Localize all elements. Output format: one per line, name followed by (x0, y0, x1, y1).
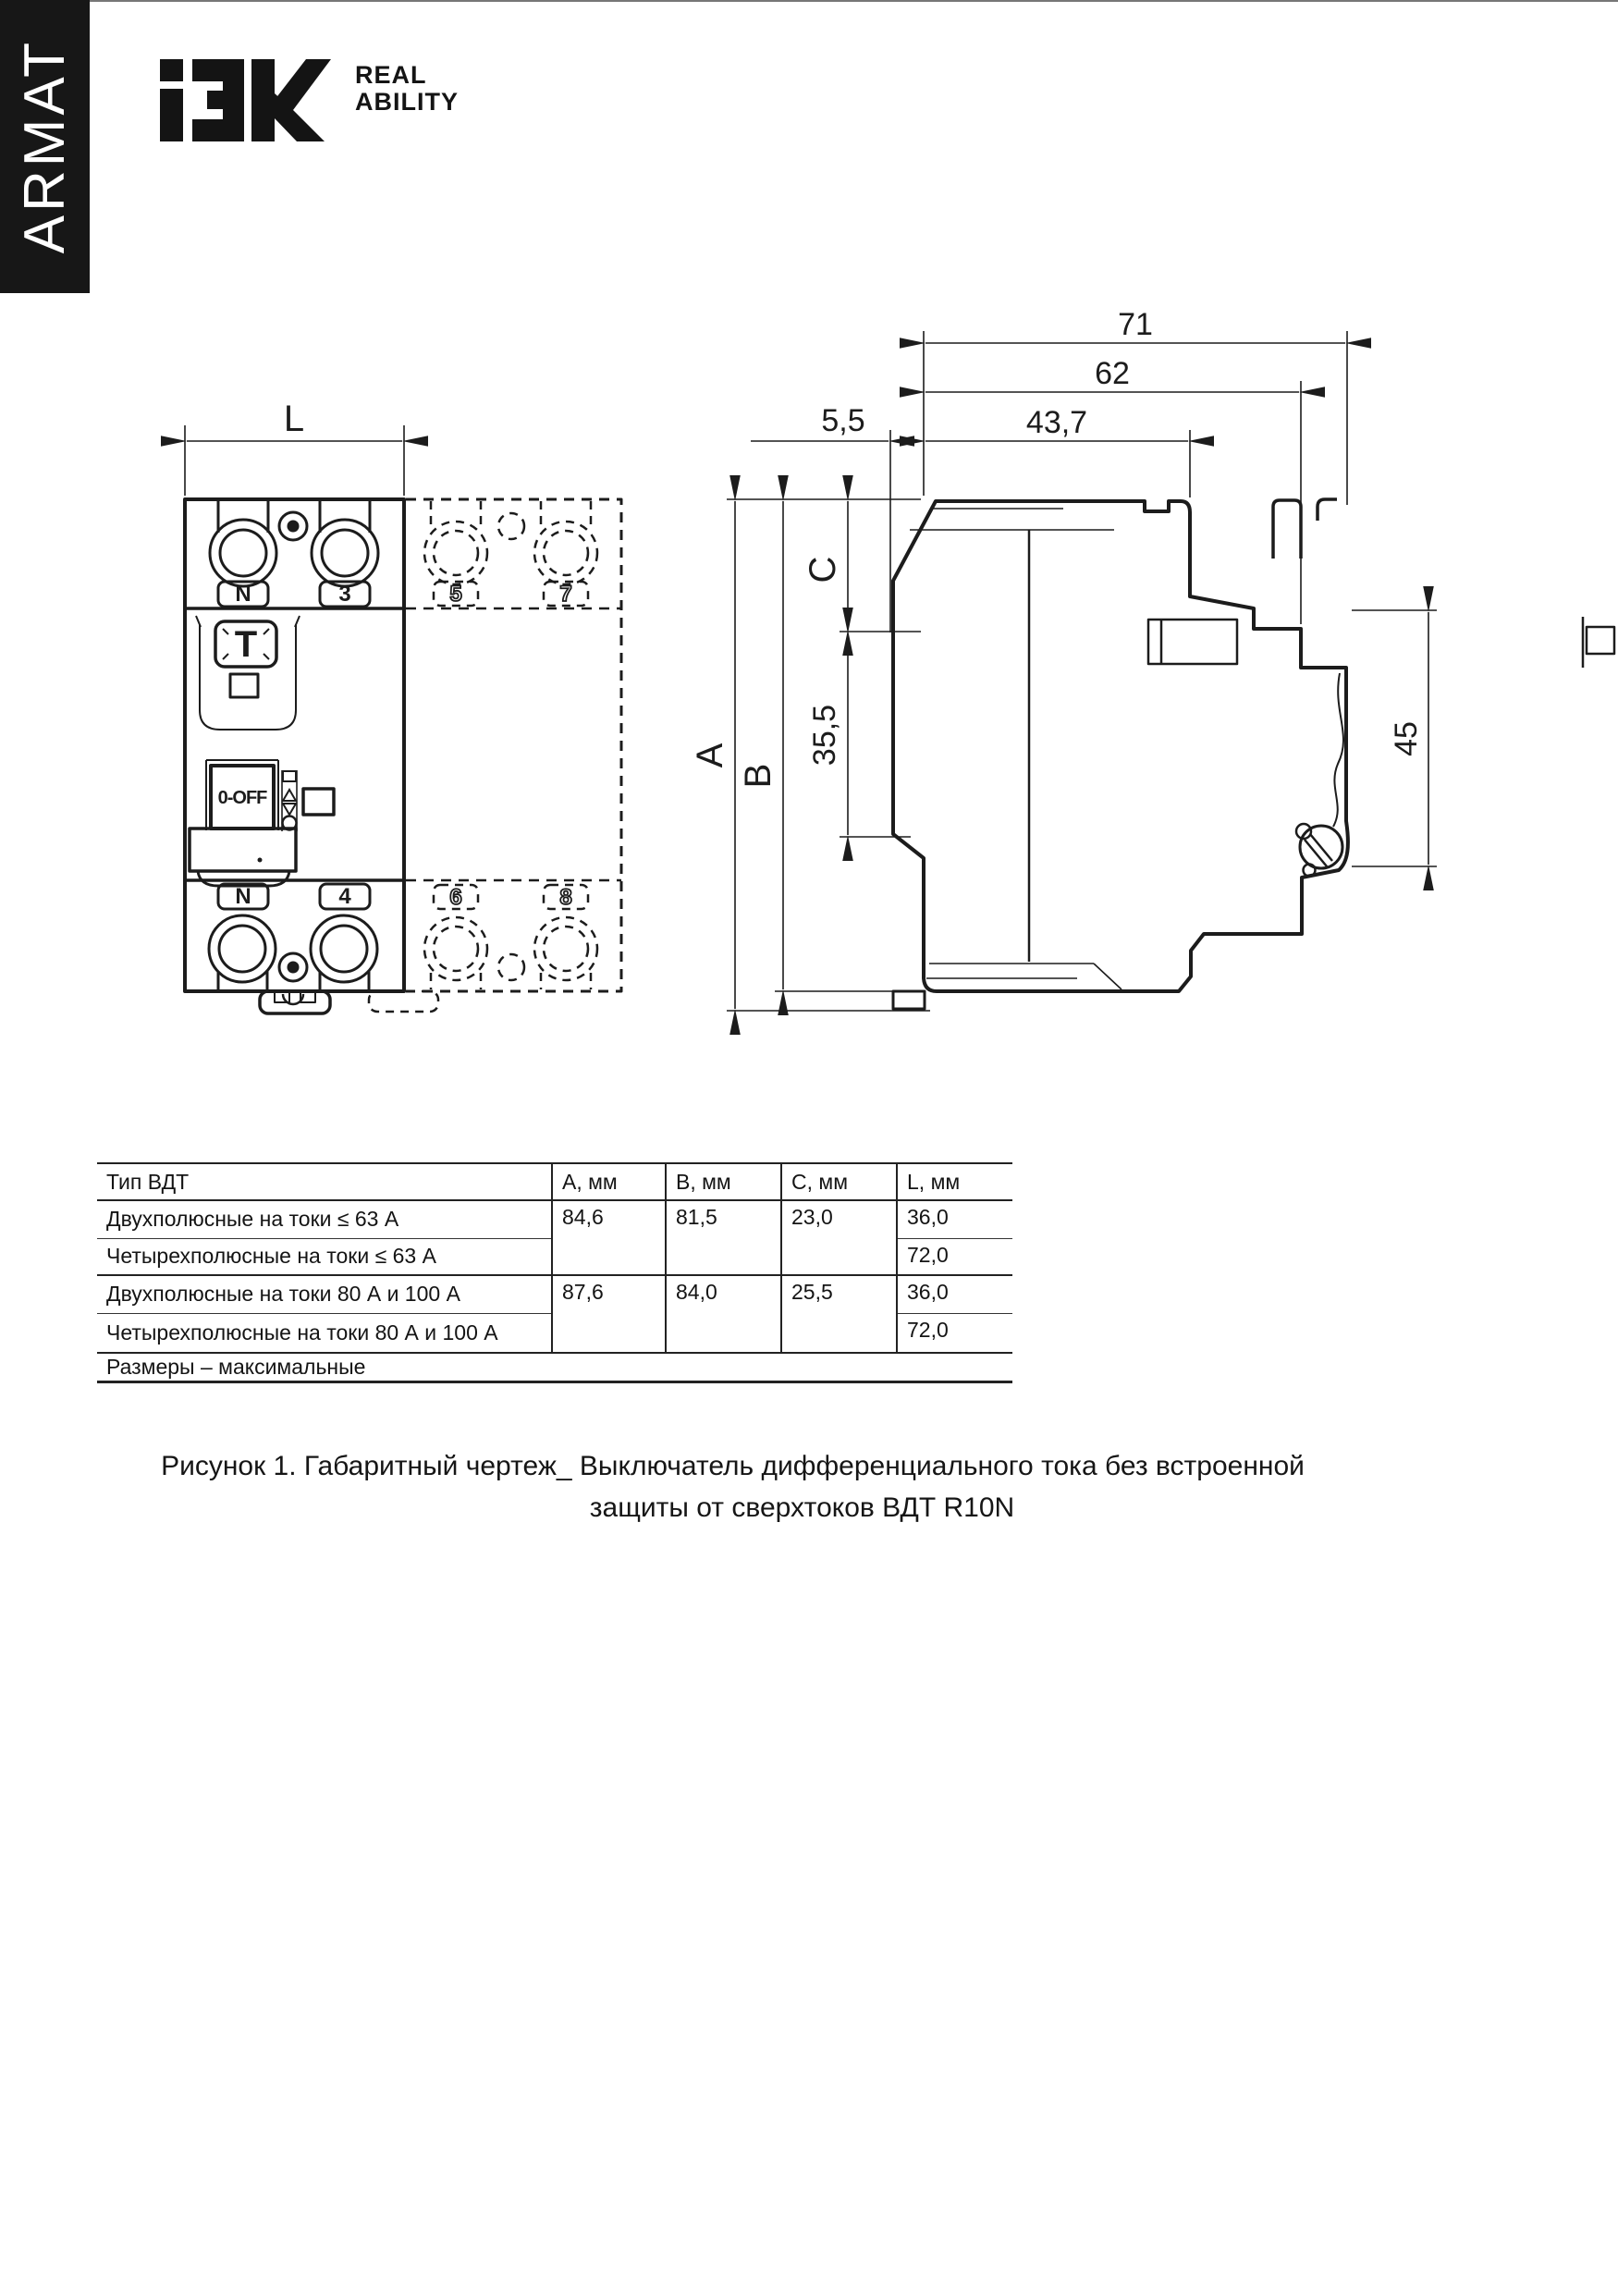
switch-indicator (282, 770, 297, 831)
dim-label-62: 62 (1095, 356, 1130, 391)
iek-i-dot (160, 59, 183, 81)
value-c: 23,0 (781, 1200, 897, 1275)
front-bottom-tab (260, 991, 330, 1013)
caption-line-2: защиты от сверхтоков ВДТ R10N (589, 1492, 1015, 1523)
table-footnote-row (97, 1353, 1012, 1381)
table-header-c: C, мм (781, 1163, 897, 1200)
table-footnote: Размеры – максимальные (97, 1353, 1012, 1381)
row-type: Четырехполюсные на токи 80 А и 100 А (97, 1313, 552, 1353)
dimension-43-7 (925, 405, 1190, 497)
dim-label-43-7: 43,7 (1025, 405, 1088, 440)
value-b: 84,0 (666, 1275, 781, 1353)
table-row (97, 1200, 1012, 1238)
iek-i-stem (160, 89, 183, 141)
value-l: 72,0 (897, 1313, 1012, 1353)
dimensional-drawing (0, 0, 1618, 1110)
value-l: 36,0 (897, 1275, 1012, 1313)
value-l: 36,0 (897, 1200, 1012, 1238)
tagline-ability: ABILITY (355, 88, 459, 116)
dim-label-B: B (738, 763, 778, 789)
table-row (97, 1275, 1012, 1313)
value-a: 87,6 (552, 1275, 666, 1353)
side-profile (893, 499, 1614, 1009)
terminal-label-dashed-bottom-right: 8 (559, 885, 572, 910)
side-view-drawing (690, 307, 1614, 1011)
tagline-real: REAL (355, 61, 427, 89)
terminal-label-dashed-top-right: 7 (559, 582, 572, 607)
dimension-35-5 (807, 633, 911, 837)
terminal-label-bottom-left: N (235, 884, 251, 909)
figure-caption (97, 1445, 1368, 1529)
iek-k (251, 59, 331, 141)
dimension-5-5 (751, 403, 890, 632)
table-header-b: B, мм (666, 1163, 781, 1200)
dimension-C (803, 501, 921, 632)
caption-line-1: Рисунок 1. Габаритный чертеж_ Выключатель дифференциального тока без встроенной (161, 1451, 1305, 1481)
dim-label-45: 45 (1389, 721, 1424, 756)
front-bottom-terminals (209, 884, 377, 989)
row-type: Двухполюсные на токи 80 А и 100 А (97, 1275, 552, 1313)
terminal-label-top-right: 3 (338, 582, 351, 607)
value-a: 84,6 (552, 1200, 666, 1275)
iek-logo (160, 59, 459, 141)
dim-label-A: A (690, 743, 730, 768)
terminal-label-bottom-right: 4 (338, 884, 351, 909)
value-b: 81,5 (666, 1200, 781, 1275)
dimension-L (185, 399, 404, 496)
dim-label-35-5: 35,5 (807, 704, 842, 767)
terminal-label-dashed-top-left: 5 (449, 582, 462, 607)
dim-label-71: 71 (1118, 307, 1153, 342)
front-foot-tab (893, 991, 925, 1009)
terminal-label-top-left: N (235, 582, 251, 607)
dim-label-L: L (283, 399, 305, 439)
terminal-label-dashed-bottom-left: 6 (449, 885, 462, 910)
value-c: 25,5 (781, 1275, 897, 1353)
iek-e (190, 59, 244, 141)
test-button-label: T (234, 624, 258, 665)
table-header-a: A, мм (552, 1163, 666, 1200)
din-rail-section (1583, 617, 1614, 668)
dimension-71 (924, 307, 1347, 505)
front-top-terminals (210, 501, 378, 607)
value-l: 72,0 (897, 1238, 1012, 1275)
dimensions-table (97, 1162, 1012, 1383)
lever-housing (190, 829, 296, 871)
row-type: Двухполюсные на токи ≤ 63 А (97, 1200, 552, 1238)
dimension-45 (1352, 610, 1437, 866)
front-view-drawing (185, 399, 621, 1013)
row-type: Четырехполюсные на токи ≤ 63 А (97, 1238, 552, 1275)
dim-label-5-5: 5,5 (821, 403, 865, 438)
front-view-dashed-extension (369, 499, 621, 1012)
front-controls (190, 616, 334, 886)
switch-label: 0-OFF (217, 788, 267, 808)
dimension-62 (925, 356, 1301, 624)
table-header-l: L, мм (897, 1163, 1012, 1200)
din-clip-screw (1296, 824, 1342, 877)
table-header-type: Тип ВДТ (97, 1163, 552, 1200)
dim-label-C: C (803, 556, 843, 583)
armat-label: ARMAT (13, 39, 77, 254)
